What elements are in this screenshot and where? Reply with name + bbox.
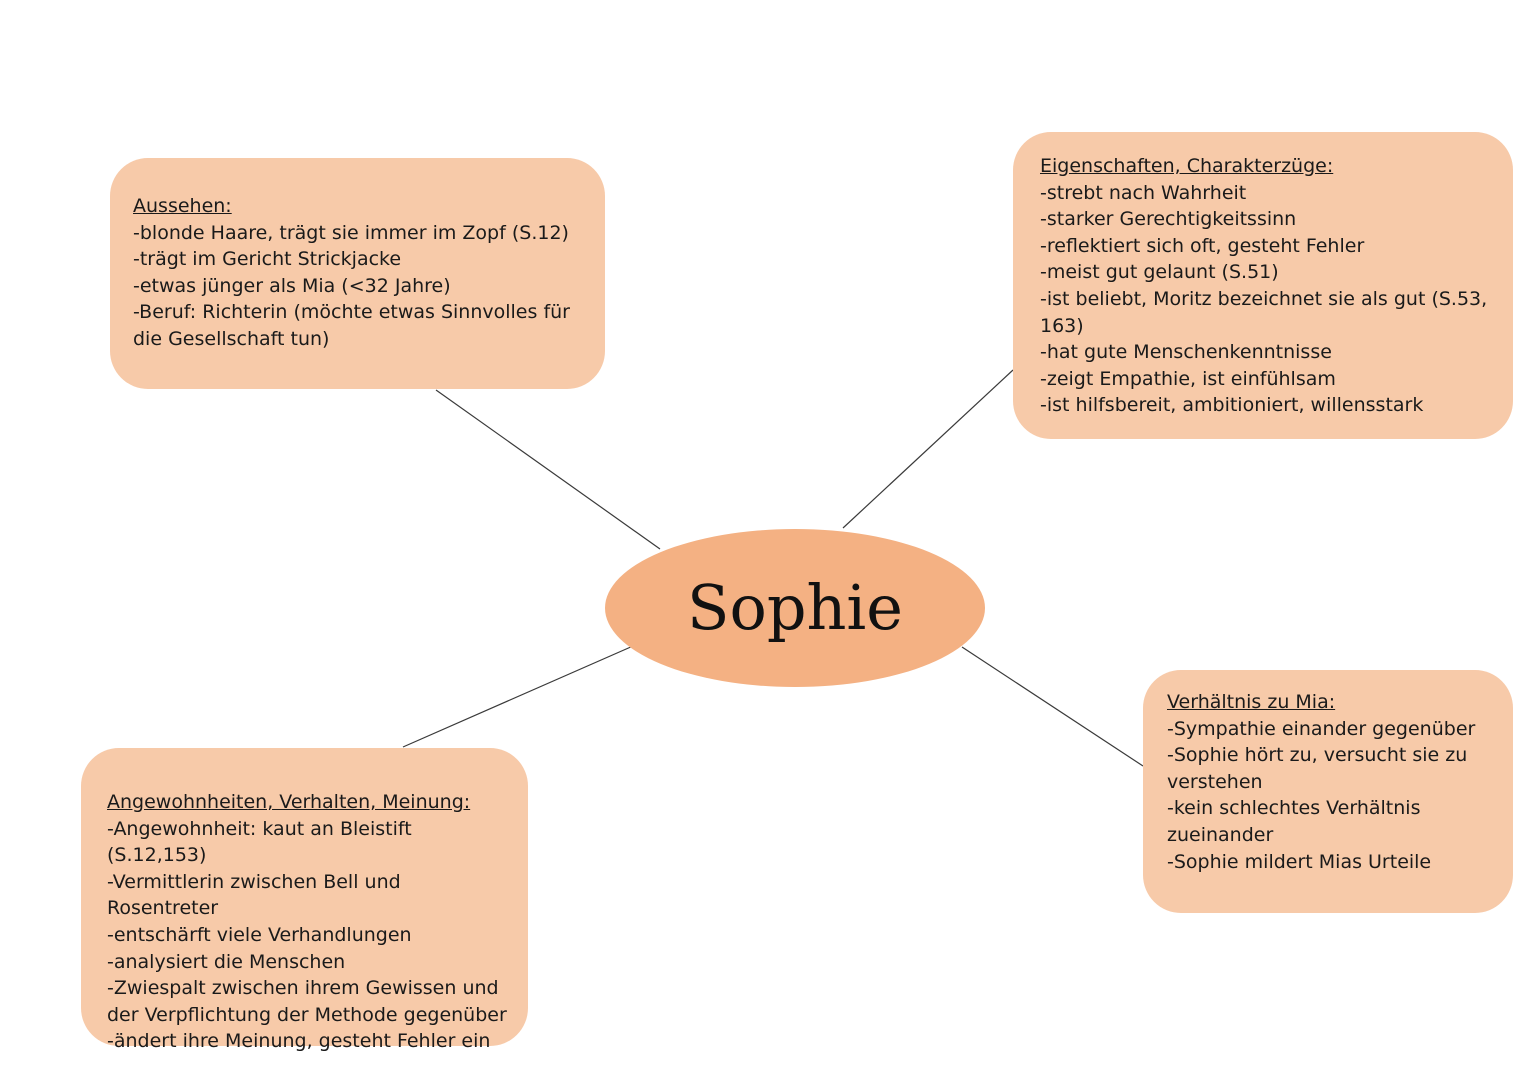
topic-item: -reflektiert sich oft, gesteht Fehler <box>1040 234 1365 257</box>
topic-box-verhaeltnis <box>1143 670 1513 913</box>
topic-heading-angewohnheiten: Angewohnheiten, Verhalten, Meinung: <box>107 791 471 813</box>
topic-item: -ist beliebt, Moritz bezeichnet sie als gut (S.53, 163) <box>1040 287 1488 337</box>
connector-aussehen <box>436 390 660 549</box>
topic-item: -zeigt Empathie, ist einfühlsam <box>1040 367 1336 390</box>
topic-item: -Sympathie einander gegenüber <box>1167 717 1476 740</box>
topic-item: -Zwiespalt zwischen ihrem Gewissen und der Verpflichtung der Methode gegenüber <box>107 977 507 1026</box>
topic-box-angewohnheiten <box>81 748 528 1053</box>
connector-eigenschaften <box>843 370 1013 528</box>
topic-heading-aussehen: Aussehen: <box>133 195 232 217</box>
topic-item: -ändert ihre Meinung, gesteht Fehler ein <box>107 1030 491 1053</box>
connector-angewohnheiten <box>403 646 633 747</box>
topic-box-eigenschaften <box>1013 132 1513 439</box>
topic-item: -entschärft viele Verhandlungen <box>107 923 412 946</box>
topic-item: -trägt im Gericht Strickjacke <box>133 248 402 271</box>
topic-heading-verhaeltnis: Verhältnis zu Mia: <box>1167 691 1336 713</box>
topic-item: -strebt nach Wahrheit <box>1040 181 1247 204</box>
topic-item: -Sophie mildert Mias Urteile <box>1167 850 1432 873</box>
topic-item: -Beruf: Richterin (möchte etwas Sinnvolles für die Gesellschaft tun) <box>133 301 570 350</box>
topic-list-angewohnheiten <box>107 816 514 1055</box>
topic-list-aussehen <box>133 220 587 353</box>
connector-verhaeltnis <box>962 647 1143 766</box>
topic-box-aussehen <box>110 158 605 389</box>
topic-item: -blonde Haare, trägt sie immer im Zopf (S.12) <box>133 221 569 244</box>
topic-item: -kein schlechtes Verhältnis zueinander <box>1167 797 1421 846</box>
center-label: Sophie <box>687 571 903 644</box>
topic-heading-eigenschaften: Eigenschaften, Charakterzüge: <box>1040 155 1334 177</box>
topic-item: -ist hilfsbereit, ambitioniert, willensstark <box>1040 394 1424 417</box>
center-node <box>605 529 985 687</box>
topic-item: -Angewohnheit: kaut an Bleistift (S.12,153) <box>107 817 412 867</box>
topic-item: -Vermittlerin zwischen Bell und Rosentreter <box>107 870 401 920</box>
topic-item: -meist gut gelaunt (S.51) <box>1040 261 1279 284</box>
topic-list-eigenschaften <box>1040 180 1495 419</box>
topic-list-verhaeltnis <box>1167 716 1499 876</box>
topic-item: -analysiert die Menschen <box>107 950 346 973</box>
topic-item: -Sophie hört zu, versucht sie zu verstehen <box>1167 744 1468 793</box>
topic-item: -starker Gerechtigkeitssinn <box>1040 208 1297 231</box>
topic-item: -etwas jünger als Mia (<32 Jahre) <box>133 274 451 297</box>
topic-item: -hat gute Menschenkenntnisse <box>1040 341 1332 364</box>
